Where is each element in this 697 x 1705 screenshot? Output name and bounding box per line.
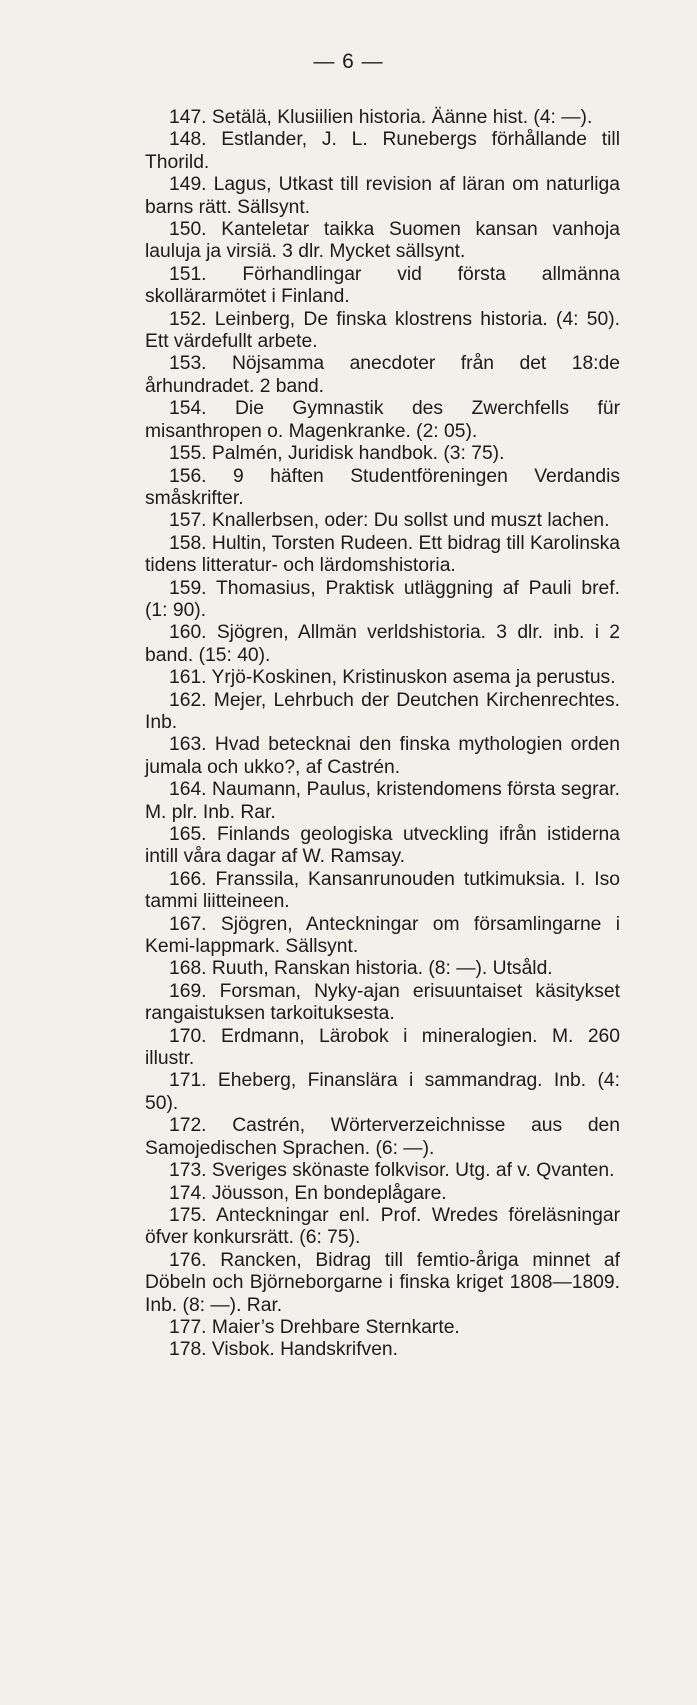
catalogue-entry: 178. Visbok. Handskrifven.: [169, 1339, 399, 1361]
catalogue-entry: 161. Yrjö-Koskinen, Kristinuskon asema ja perustus.: [169, 667, 616, 689]
catalogue-entry: 167. Sjögren, Anteckningar om församlingarne i Kemi-lappmark. Sällsynt.: [145, 913, 620, 958]
catalogue-entry: 164. Naumann, Paulus, kristendomens första segrar. M. plr. Inb. Rar.: [145, 779, 620, 823]
catalogue-entry: 152. Leinberg, De finska klostrens historia. (4: 50). Ett värdefullt arbete.: [145, 308, 620, 353]
catalogue-entry: 154. Die Gymnastik des Zwerchfells für misanthropen o. Magenkranke. (2: 05).: [145, 398, 620, 442]
page-number: — 6 —: [313, 50, 384, 73]
catalogue-entry: 169. Forsman, Nyky-ajan erisuuntaiset käsitykset rangaistuksen tarkoituksesta.: [145, 980, 620, 1025]
catalogue-entry: 175. Anteckningar enl. Prof. Wredes föreläsningar öfver konkursrätt. (6: 75).: [145, 1204, 620, 1249]
entry-list: [145, 107, 620, 1362]
catalogue-entry: 158. Hultin, Torsten Rudeen. Ett bidrag till Karolinska tidens litteratur- och lärdomshistoria.: [145, 532, 620, 577]
catalogue-entry: 147. Setälä, Klusiilien historia. Äänne hist. (4: —).: [169, 107, 593, 128]
catalogue-entry: 148. Estlander, J. L. Runebergs förhållande till Thorild.: [145, 129, 620, 173]
catalogue-entry: 177. Maier’s Drehbare Sternkarte.: [169, 1316, 460, 1338]
catalogue-entry: 156. 9 häften Studentföreningen Verdandis småskrifter.: [145, 465, 620, 509]
catalogue-entry: 153. Nöjsamma anecdoter från det 18:de århundradet. 2 band.: [145, 353, 620, 397]
catalogue-entry: 170. Erdmann, Lärobok i mineralogien. M. 260 illustr.: [145, 1025, 620, 1070]
catalogue-entry: 149. Lagus, Utkast till revision af läran om naturliga barns rätt. Sällsynt.: [145, 174, 620, 218]
catalogue-entry: 173. Sveriges skönaste folkvisor. Utg. af v. Qvanten.: [169, 1160, 615, 1182]
catalogue-entry: 157. Knallerbsen, oder: Du sollst und muszt lachen.: [169, 510, 610, 532]
catalogue-entry: 174. Jöusson, En bondeplågare.: [169, 1182, 447, 1204]
catalogue-entry: 165. Finlands geologiska utveckling ifrån istiderna intill våra dagar af W. Ramsay.: [145, 824, 620, 868]
catalogue-entry: 172. Castrén, Wörterverzeichnisse aus den Samojedischen Sprachen. (6: —).: [145, 1115, 620, 1159]
catalogue-entry: 159. Thomasius, Praktisk utläggning af Pauli bref. (1: 90).: [145, 577, 620, 621]
catalogue-entry: 150. Kanteletar taikka Suomen kansan vanhoja lauluja ja virsiä. 3 dlr. Mycket sällsynt.: [145, 219, 620, 263]
catalogue-entry: 168. Ruuth, Ranskan historia. (8: —). Utsåld.: [169, 958, 553, 980]
catalogue-entry: 171. Eheberg, Finanslära i sammandrag. Inb. (4: 50).: [145, 1070, 620, 1114]
catalogue-entry: 163. Hvad betecknai den finska mythologien orden jumala och ukko?, af Castrén.: [145, 734, 620, 778]
catalogue-entry: 151. Förhandlingar vid första allmänna skollärarmötet i Finland.: [145, 263, 620, 308]
catalogue-entry: 162. Mejer, Lehrbuch der Deutchen Kirchenrechtes. Inb.: [145, 689, 620, 733]
catalogue-entry: 155. Palmén, Juridisk handbok. (3: 75).: [169, 443, 505, 465]
catalogue-entry: 160. Sjögren, Allmän verldshistoria. 3 dlr. inb. i 2 band. (15: 40).: [145, 622, 620, 666]
catalogue-entry: 166. Franssila, Kansanrunouden tutkimuksia. I. Iso tammi liitteineen.: [145, 868, 620, 913]
catalogue-entry: 176. Rancken, Bidrag till femtio-åriga minnet af Döbeln och Björneborgarne i finska kriget 1808—1809. Inb. (8: —). Rar.: [145, 1249, 620, 1316]
